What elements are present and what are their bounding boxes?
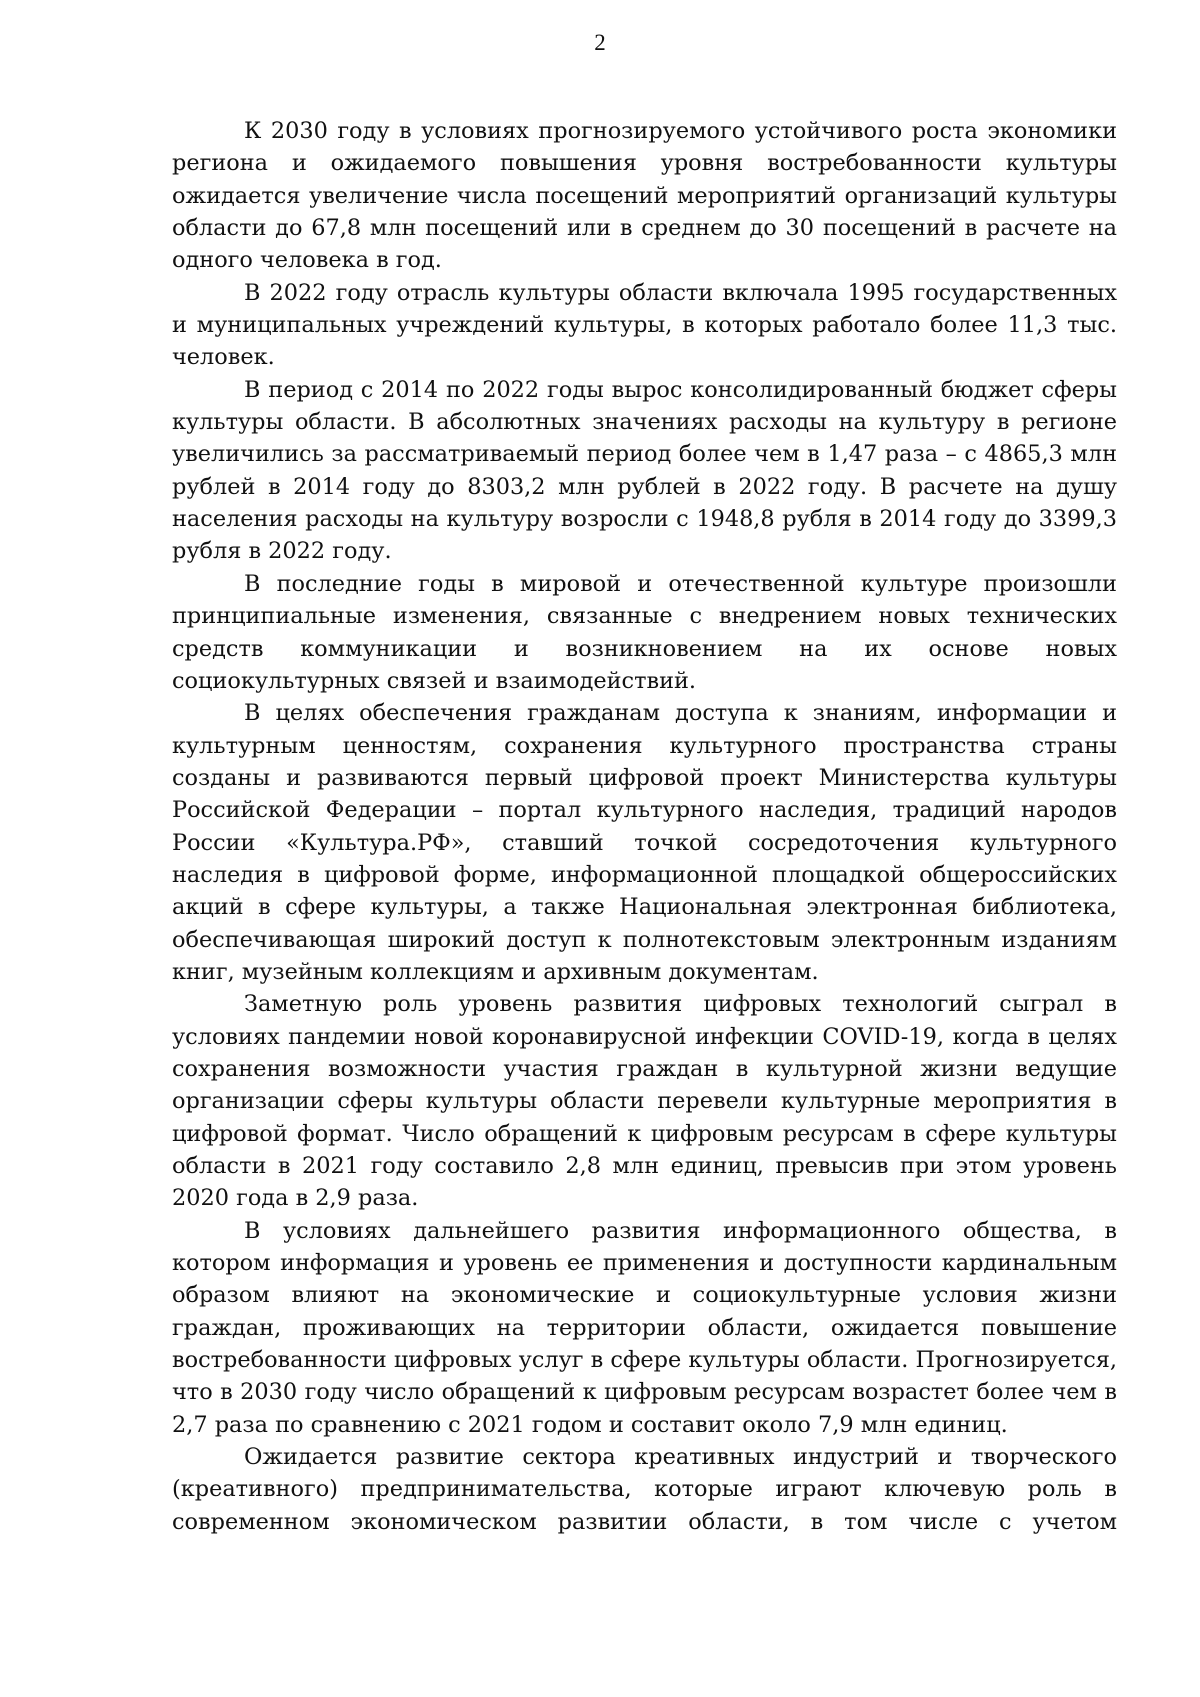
paragraph-culture-visits-forecast: К 2030 году в условиях прогнозируемого устойчивого роста экономики региона и ожидаемого повышения уровня востребованности культуры ожидается увеличение числа посещений мероприятий организаций культуры области до 67,8 млн посещений или в среднем до 30 посещений в расчете на одного человека в год. xyxy=(172,118,1117,274)
page-number: 2 xyxy=(594,30,606,55)
paragraph-digital-projects: В целях обеспечения гражданам доступа к знаниям, информации и культурным ценностям, сохранения культурного пространства страны созданы и развиваются первый цифровой проект Министерства культуры Российской Федерации – портал культурного наследия, традиций народов России «Культура.РФ», ставший точкой сосредоточения культурного наследия в цифровой форме, информационной площадкой общероссийских акций в сфере культуры, а также Национальная электронная библиотека, обеспечивающая широкий доступ к полнотекстовым электронным изданиям книг, музейным коллекциям и архивным документам. xyxy=(172,700,1117,985)
paragraph-culture-institutions-2022: В 2022 году отрасль культуры области включала 1995 государственных и муниципальных учреждений культуры, в которых работало более 11,3 тыс. человек. xyxy=(172,279,1117,371)
paragraph-culture-budget: В период с 2014 по 2022 годы вырос консолидированный бюджет сферы культуры области. В абсолютных значениях расходы на культуру в регионе увеличились за рассматриваемый период более чем в 1,47 раза – с 4865,3 млн рублей в 2014 году до 8303,2 млн рублей в 2022 году. В расчете на душу населения расходы на культуру возросли с 1948,8 рубля в 2014 году до 3399,3 рубля в 2022 году. xyxy=(172,376,1117,565)
paragraph-communication-changes: В последние годы в мировой и отечественной культуре произошли принципиальные изменения, связанные с внедрением новых технических средств коммуникации и возникновением на их основе новых социокультурных связей и взаимодействий. xyxy=(172,570,1117,694)
paragraph-pandemic-digital: Заметную роль уровень развития цифровых технологий сыграл в условиях пандемии новой коронавирусной инфекции COVID-19, когда в целях сохранения возможности участия граждан в культурной жизни ведущие организации сферы культуры области перевели культурные мероприятия в цифровой формат. Число обращений к цифровым ресурсам в сфере культуры области в 2021 году составило 2,8 млн единиц, превысив при этом уровень 2020 года в 2,9 раза. xyxy=(172,991,1117,1212)
document-body xyxy=(172,115,1117,1538)
paragraph-digital-services-forecast: В условиях дальнейшего развития информационного общества, в котором информация и уровень ее применения и доступности кардинальным образом влияют на экономические и социокультурные условия жизни граждан, проживающих на территории области, ожидается повышение востребованности цифровых услуг в сфере культуры области. Прогнозируется, что в 2030 году число обращений к цифровым ресурсам возрастет более чем в 2,7 раза по сравнению с 2021 годом и составит около 7,9 млн единиц. xyxy=(172,1217,1117,1438)
paragraph-creative-industries: Ожидается развитие сектора креативных индустрий и творческого (креативного) предпринимательства, которые играют ключевую роль в современном экономическом развитии области, в том числе с учетом xyxy=(172,1444,1117,1535)
